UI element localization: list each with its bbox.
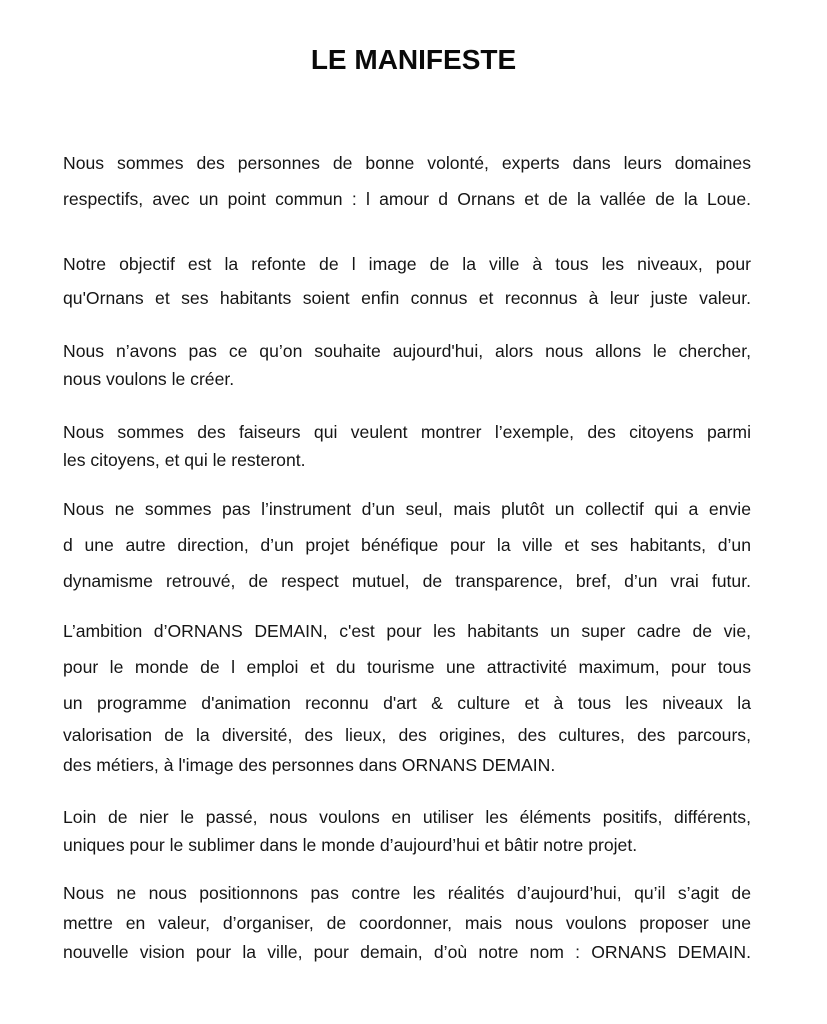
paragraph-line: les citoyens, et qui le resteront.: [63, 450, 306, 470]
paragraph-line: Nous ne sommes pas l’instrument d’un seul, mais plutôt un collectif qui a envie: [63, 499, 751, 519]
page-title: LE MANIFESTE: [310, 44, 517, 75]
paragraph-line: Notre objectif est la refonte de l image de la ville à tous les niveaux, pour: [63, 254, 751, 274]
paragraph-line: des métiers, à l'image des personnes dans ORNANS DEMAIN.: [63, 755, 556, 775]
paragraph-line: respectifs, avec un point commun : l amour d Ornans et de la vallée de la Loue.: [63, 189, 751, 209]
paragraph-line: Nous sommes des faiseurs qui veulent montrer l’exemple, des citoyens parmi: [63, 422, 751, 442]
paragraph-line: valorisation de la diversité, des lieux, des origines, des cultures, des parcours,: [63, 725, 751, 745]
paragraph-line: d une autre direction, d’un projet bénéfique pour la ville et ses habitants, d’un: [63, 535, 751, 555]
paragraph-line: nous voulons le créer.: [63, 369, 235, 389]
paragraph-line: Loin de nier le passé, nous voulons en utiliser les éléments positifs, différents,: [63, 807, 751, 827]
paragraph-line: mettre en valeur, d’organiser, de coordonner, mais nous voulons proposer une: [63, 913, 751, 933]
paragraph-line: Nous sommes des personnes de bonne volonté, experts dans leurs domaines: [63, 153, 751, 173]
paragraph-line: pour le monde de l emploi et du tourisme une attractivité maximum, pour tous: [63, 657, 751, 677]
paragraph-line: L’ambition d’ORNANS DEMAIN, c'est pour les habitants un super cadre de vie,: [63, 621, 751, 641]
paragraph-line: qu'Ornans et ses habitants soient enfin connus et reconnus à leur juste valeur.: [63, 288, 751, 308]
paragraph-line: Nous ne nous positionnons pas contre les réalités d’aujourd’hui, qu’il s’agit de: [63, 883, 751, 903]
paragraph-line: un programme d'animation reconnu d'art & culture et à tous les niveaux la: [63, 693, 751, 713]
paragraph-line: uniques pour le sublimer dans le monde d’aujourd’hui et bâtir notre projet.: [63, 835, 638, 855]
paragraph-line: nouvelle vision pour la ville, pour demain, d’où notre nom : ORNANS DEMAIN.: [63, 942, 751, 962]
paragraph-line: dynamisme retrouvé, de respect mutuel, de transparence, bref, d’un vrai futur.: [63, 571, 751, 591]
paragraph-line: Nous n’avons pas ce qu’on souhaite aujourd'hui, alors nous allons le chercher,: [63, 341, 751, 361]
